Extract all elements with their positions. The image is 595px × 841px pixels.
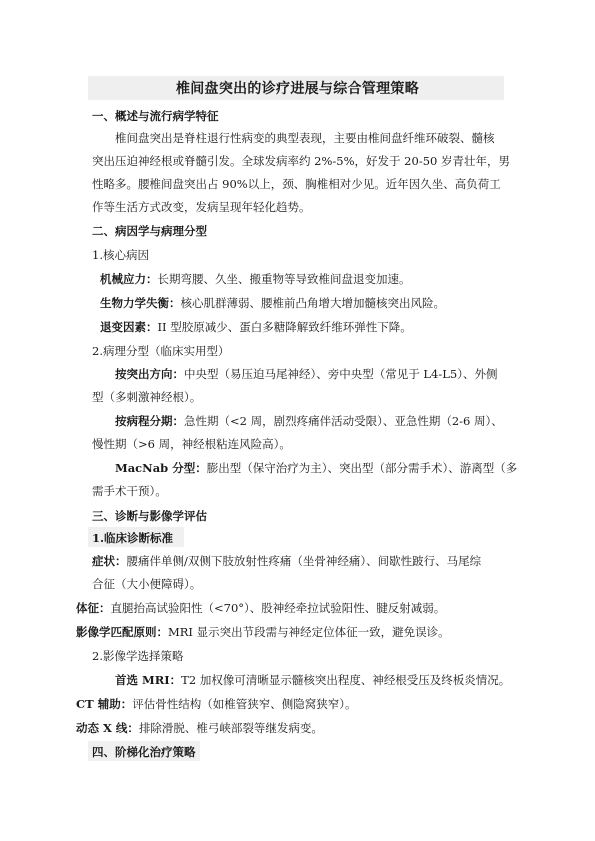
criteria-imaging-match — [76, 624, 450, 640]
type-direction — [115, 366, 497, 382]
criteria-symptoms-cont: 合征（大小便障碍）。 — [92, 577, 202, 591]
cause-mechanical-text: 长期弯腰、久坐、搬重物等导致椎间盘退变加速。 — [157, 272, 411, 286]
imaging-ct — [76, 696, 356, 712]
criteria-imaging-match-text: MRI 显示突出节段需与神经定位体征一致，避免误诊。 — [168, 625, 450, 639]
cause-biomechanical — [100, 295, 445, 311]
cause-mechanical-label: 机械应力： — [100, 272, 158, 286]
cause-mechanical — [100, 271, 411, 287]
criteria-imaging-match-label: 影像学匹配原则： — [76, 625, 168, 639]
type-direction-cont: 型（多刺激神经根）。 — [92, 390, 202, 404]
criteria-symptoms-text: 腰痛伴单侧/双侧下肢放射性疼痛（坐骨神经痛）、间歇性跛行、马尾综 — [126, 554, 482, 568]
subsection-core-causes: 1.核心病因 — [92, 248, 149, 262]
section-1-heading: 一、概述与流行病学特征 — [92, 109, 219, 123]
criteria-signs-text: 直腿抬高试验阳性（<70°）、股神经牵拉试验阳性、腱反射减弱。 — [110, 601, 446, 615]
criteria-signs-label: 体征： — [76, 601, 111, 615]
type-macnab-cont: 需手术干预）。 — [92, 484, 167, 498]
section-2-heading: 二、病因学与病理分型 — [92, 224, 207, 238]
subsection-pathology-types: 2.病理分型（临床实用型） — [92, 344, 230, 358]
type-direction-text: 中央型（易压迫马尾神经）、旁中央型（常见于 L4-L5）、外侧 — [184, 367, 498, 381]
imaging-mri-text: T2 加权像可清晰显示髓核突出程度、神经根受压及终板炎情况。 — [181, 673, 511, 687]
section-3-heading: 三、诊断与影像学评估 — [92, 509, 207, 523]
type-course — [115, 413, 503, 429]
imaging-ct-label: CT 辅助： — [76, 697, 133, 711]
type-macnab — [115, 460, 517, 476]
imaging-mri — [115, 672, 510, 688]
imaging-xray-text: 排除滑脱、椎弓峡部裂等继发病变。 — [138, 721, 323, 735]
section-1-paragraph-line: 椎间盘突出是脊柱退行性病变的典型表现，主要由椎间盘纤维环破裂、髓核 — [115, 131, 495, 145]
criteria-signs — [76, 600, 445, 616]
document-title: 椎间盘突出的诊疗进展与综合管理策略 — [175, 81, 420, 97]
imaging-mri-label: 首选 MRI： — [115, 673, 182, 687]
subsection-imaging-strategy: 2.影像学选择策略 — [92, 649, 184, 663]
cause-degenerative-label: 退变因素： — [100, 320, 158, 334]
cause-biomechanical-text: 核心肌群薄弱、腰椎前凸角增大增加髓核突出风险。 — [180, 296, 445, 310]
cause-degenerative-text: II 型胶原减少、蛋白多糖降解致纤维环弹性下降。 — [157, 320, 412, 334]
imaging-xray — [76, 720, 323, 736]
section-4-heading: 四、阶梯化治疗策略 — [92, 745, 196, 759]
section-1-paragraph-line: 突出压迫神经根或脊髓引发。全球发病率约 2%-5%，好发于 20-50 岁青壮年，男 — [92, 154, 510, 168]
section-1-paragraph-line: 性略多。腰椎间盘突出占 90%以上，颈、胸椎相对少见。近年因久坐、高负荷工 — [92, 177, 501, 191]
criteria-symptoms-label: 症状： — [92, 554, 127, 568]
section-1-paragraph-line: 作等生活方式改变，发病呈现年轻化趋势。 — [92, 200, 311, 214]
criteria-symptoms — [92, 553, 481, 569]
subsection-clinical-criteria: 1.临床诊断标准 — [92, 531, 174, 545]
type-macnab-text: 膨出型（保守治疗为主）、突出型（部分需手术）、游离型（多 — [206, 461, 518, 475]
imaging-ct-text: 评估骨性结构（如椎管狭窄、侧隐窝狭窄）。 — [132, 697, 357, 711]
imaging-xray-label: 动态 X 线： — [76, 721, 139, 735]
type-course-cont: 慢性期（>6 周，神经根粘连风险高）。 — [92, 437, 291, 451]
type-macnab-label: MacNab 分型： — [115, 461, 207, 475]
type-course-text: 急性期（<2 周，剧烈疼痛伴活动受限）、亚急性期（2-6 周）、 — [184, 414, 503, 428]
type-course-label: 按病程分期： — [115, 414, 184, 428]
type-direction-label: 按突出方向： — [115, 367, 184, 381]
cause-degenerative — [100, 319, 412, 335]
cause-biomechanical-label: 生物力学失衡： — [100, 296, 181, 310]
